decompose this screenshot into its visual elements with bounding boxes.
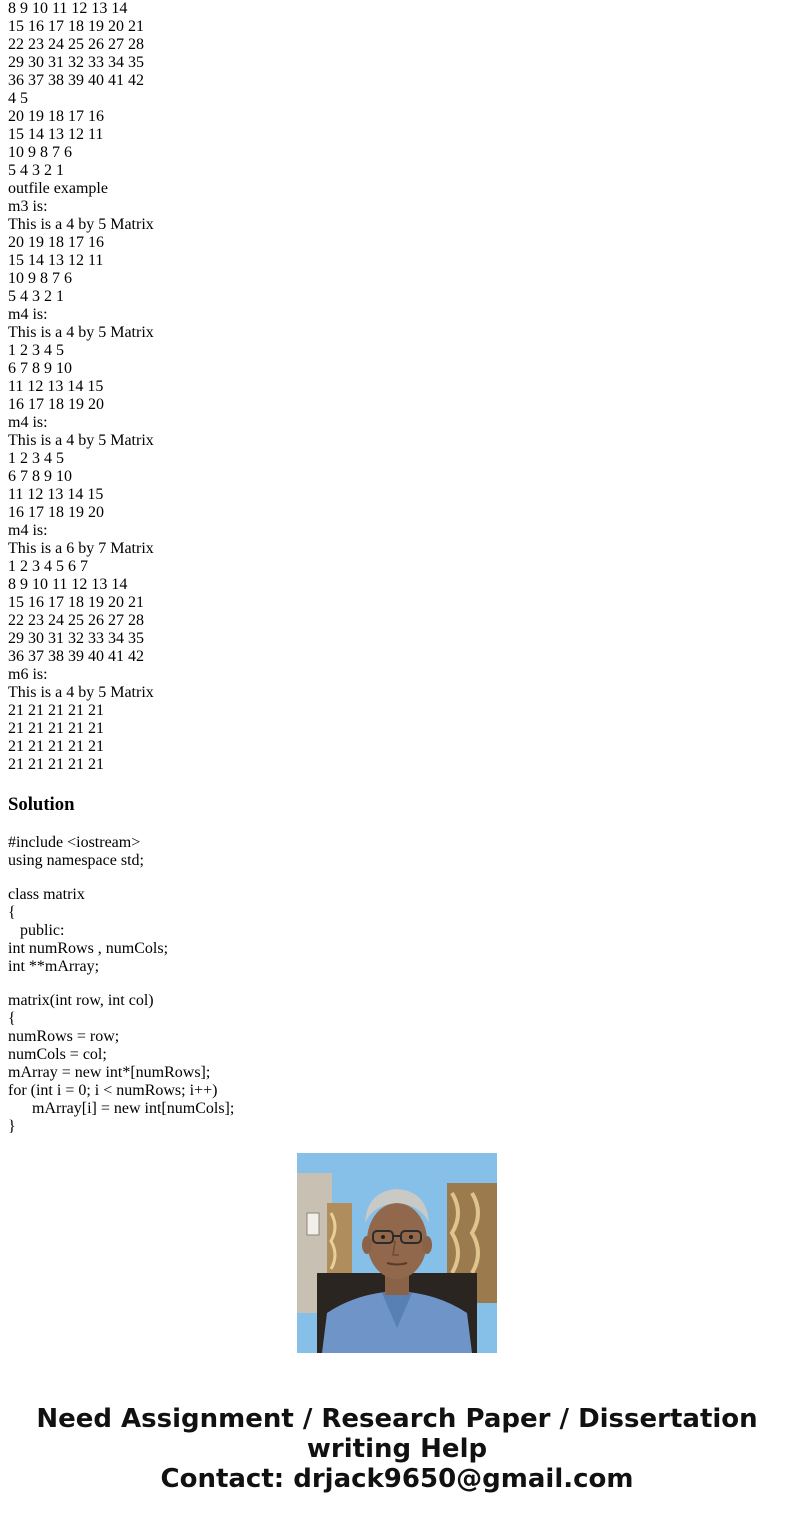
code-spacer [8, 870, 788, 886]
code-spacer [8, 976, 788, 992]
output-line: m4 is: [8, 522, 48, 539]
output-line: 21 21 21 21 21 [8, 756, 104, 773]
output-line: 15 16 17 18 19 20 21 [8, 18, 144, 35]
code-line: public: [8, 922, 65, 939]
promo-line-1: Need Assignment / Research Paper / Dissertation [36, 1404, 758, 1434]
output-line: 10 9 8 7 6 [8, 144, 72, 161]
code-line: #include <iostream> [8, 834, 141, 851]
code-line: { [8, 904, 16, 921]
output-line: m4 is: [8, 306, 48, 323]
output-line: This is a 4 by 5 Matrix [8, 432, 154, 449]
output-line: 36 37 38 39 40 41 42 [8, 72, 144, 89]
output-line: 15 14 13 12 11 [8, 252, 104, 269]
output-line: This is a 4 by 5 Matrix [8, 324, 154, 341]
output-line: 16 17 18 19 20 [8, 504, 104, 521]
output-line: 21 21 21 21 21 [8, 738, 104, 755]
code-line: class matrix [8, 886, 85, 903]
output-line: 20 19 18 17 16 [8, 108, 104, 125]
output-line: 29 30 31 32 33 34 35 [8, 630, 144, 647]
portrait-image [297, 1153, 497, 1353]
output-line: 1 2 3 4 5 [8, 342, 64, 359]
promo-line-2: writing Help [306, 1434, 488, 1464]
output-line: 6 7 8 9 10 [8, 468, 72, 485]
output-line: 1 2 3 4 5 [8, 450, 64, 467]
output-line: 10 9 8 7 6 [8, 270, 72, 287]
code-line: mArray = new int*[numRows]; [8, 1064, 211, 1081]
output-line: 16 17 18 19 20 [8, 396, 104, 413]
output-line: 8 9 10 11 12 13 14 [8, 576, 128, 593]
program-output [8, 0, 788, 774]
document-content [8, 0, 788, 1135]
output-line: 36 37 38 39 40 41 42 [8, 648, 144, 665]
solution-code [8, 834, 788, 1136]
code-line: } [8, 1118, 16, 1135]
output-line: 11 12 13 14 15 [8, 378, 104, 395]
output-line: 4 5 [8, 90, 28, 107]
code-line: for (int i = 0; i < numRows; i++) [8, 1082, 218, 1099]
output-line: 29 30 31 32 33 34 35 [8, 54, 144, 71]
output-line: 6 7 8 9 10 [8, 360, 72, 377]
code-block [8, 834, 788, 870]
output-line: m3 is: [8, 198, 48, 215]
code-line: { [8, 1010, 16, 1027]
code-line: mArray[i] = new int[numCols]; [8, 1100, 235, 1117]
output-line: 21 21 21 21 21 [8, 720, 104, 737]
promo-banner [0, 1122, 794, 1523]
output-line: This is a 4 by 5 Matrix [8, 216, 154, 233]
code-line: using namespace std; [8, 852, 144, 869]
code-block [8, 886, 788, 976]
promo-contact-line: Contact: drjack9650@gmail.com [160, 1464, 634, 1494]
output-line: This is a 6 by 7 Matrix [8, 540, 154, 557]
output-line: m4 is: [8, 414, 48, 431]
output-line: 5 4 3 2 1 [8, 162, 64, 179]
author-photo [297, 1153, 497, 1353]
output-line: m6 is: [8, 666, 48, 683]
output-line: 15 16 17 18 19 20 21 [8, 594, 144, 611]
output-line: 15 14 13 12 11 [8, 126, 104, 143]
promo-text [0, 1404, 794, 1494]
output-line: 11 12 13 14 15 [8, 486, 104, 503]
code-line: numRows = row; [8, 1028, 120, 1045]
code-line: matrix(int row, int col) [8, 992, 154, 1009]
solution-heading: Solution [8, 794, 75, 815]
output-line: 1 2 3 4 5 6 7 [8, 558, 88, 575]
code-line: numCols = col; [8, 1046, 107, 1063]
output-line: 22 23 24 25 26 27 28 [8, 612, 144, 629]
output-line: outfile example [8, 180, 108, 197]
output-line: 8 9 10 11 12 13 14 [8, 0, 128, 17]
output-line: This is a 4 by 5 Matrix [8, 684, 154, 701]
output-line: 5 4 3 2 1 [8, 288, 64, 305]
code-line: int numRows , numCols; [8, 940, 169, 957]
code-line: int **mArray; [8, 958, 100, 975]
output-line: 22 23 24 25 26 27 28 [8, 36, 144, 53]
output-line: 21 21 21 21 21 [8, 702, 104, 719]
code-block [8, 992, 788, 1136]
output-line: 20 19 18 17 16 [8, 234, 104, 251]
